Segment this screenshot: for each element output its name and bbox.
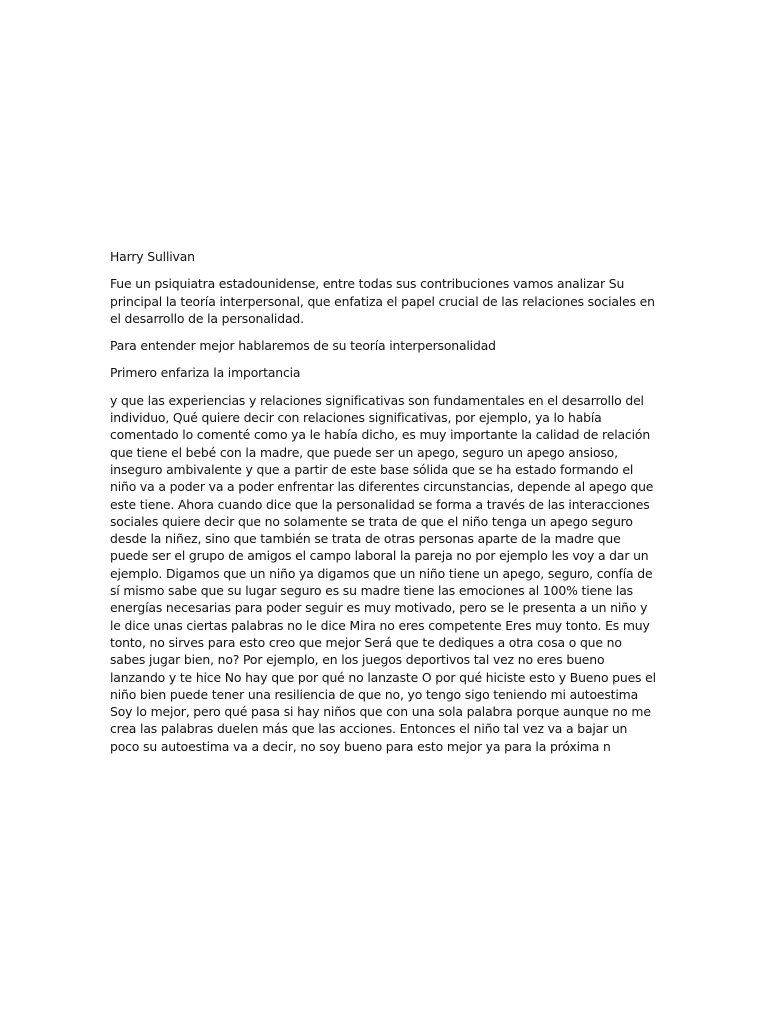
document-title: Harry Sullivan xyxy=(110,249,195,264)
paragraph-main: y que las experiencias y relaciones significativas son fundamentales en el desarrollo del individuo, Qué quiere decir con relaciones significativas, por ejemplo, ya lo había comentado lo comenté como ya le había dicho, es muy importante la calidad de relación que tiene el bebé con la madre, que puede ser un apego, seguro un apego ansioso, inseguro ambivalente y que a partir de este base sólida que se ha estado formando el niño va a poder va a poder enfrentar las diferentes circunstancias, depende al apego que este tiene. Ahora cuando dice que la personalidad se forma a través de las interacciones sociales quiere decir que no solamente se trata de que el niño tenga un apego seguro desde la niñez, sino que también se trata de otras personas aparte de la madre que puede ser el grupo de amigos el campo laboral la pareja no por ejemplo les voy a dar un ejemplo. Digamos que un niño ya digamos que un niño tiene un apego, seguro, confía de sí mismo sabe que su lugar seguro es su madre tiene las emociones al 100% tiene las energías necesarias para poder seguir es muy motivado, pero se le presenta a un niño y le dice unas ciertas palabras no le dice Mira no eres competente Eres muy tonto. Es muy tonto, no sirves para esto creo que mejor Será que te dediques a otra cosa o que no sabes jugar bien, no? Por ejemplo, en los juegos deportivos tal vez no eres bueno lanzando y te hice No hay que por qué no lanzaste O por qué hiciste esto y Bueno pues el niño bien puede tener una resiliencia de que no, yo tengo sigo teniendo mi autoestima Soy lo mejor, pero qué pasa si hay niños que con una sola palabra porque aunque no me crea las palabras duelen más que las acciones. Entonces el niño tal vez va a bajar un poco su autoestima va a decir, no soy bueno para esto mejor ya para la próxima n xyxy=(110,392,656,754)
paragraph-intro: Fue un psiquiatra estadounidense, entre todas sus contribuciones vamos analizar Su principal la teoría interpersonal, que enfatiza el papel crucial de las relaciones sociales en el desarrollo de la personalidad. xyxy=(110,276,655,326)
document-body xyxy=(110,248,658,765)
paragraph-understand: Para entender mejor hablaremos de su teoría interpersonalidad xyxy=(110,338,496,354)
paragraph-first: Primero enfariza la importancia xyxy=(110,365,301,381)
